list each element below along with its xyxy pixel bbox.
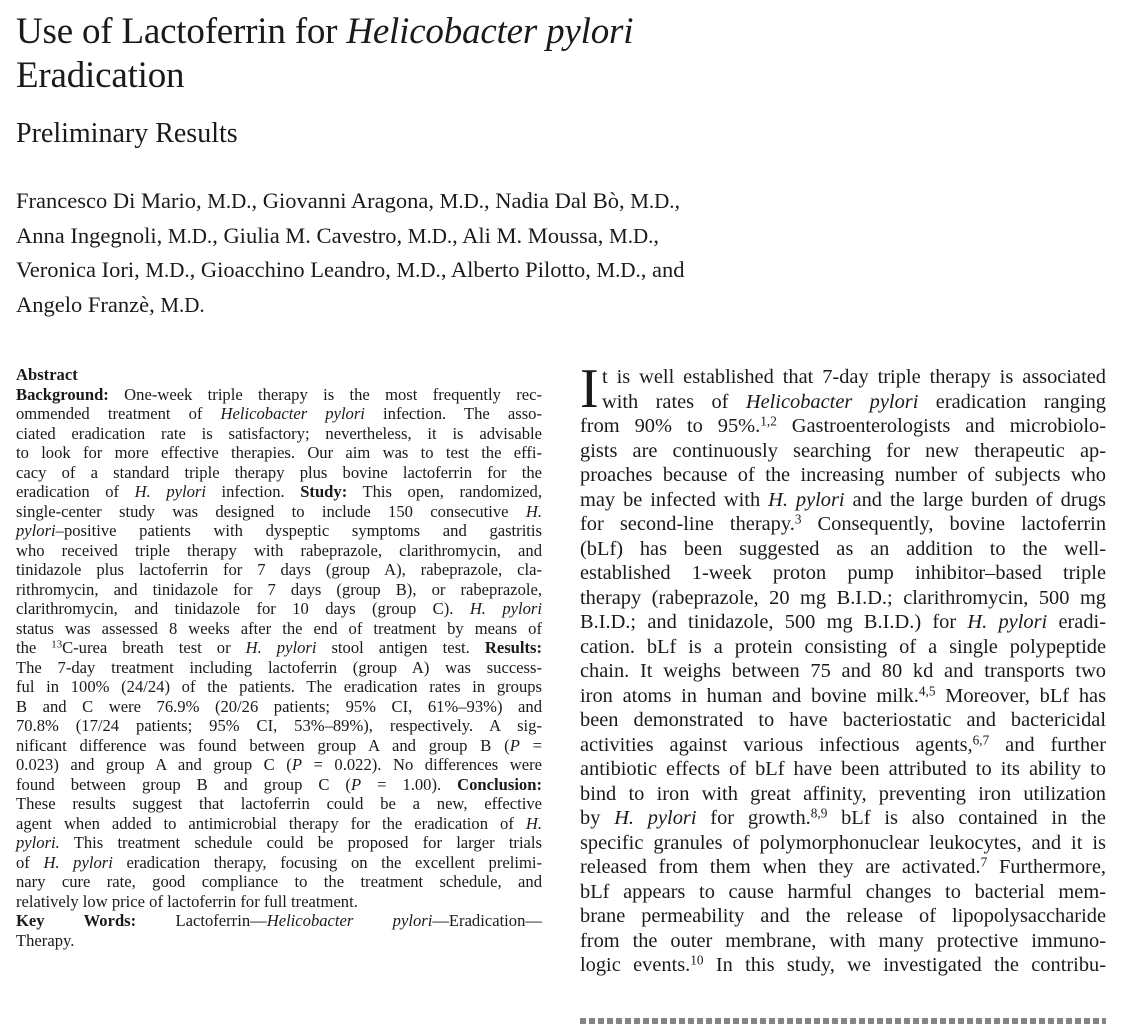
- abstract-line: tinidazole plus lactoferrin for 7 days (group A), rabeprazole, cla-: [16, 560, 542, 579]
- title-line-2: Eradication: [16, 55, 185, 96]
- body-line: iron atoms in human and bovine milk.$^{4,5}$ Moreover, bLf has: [580, 682, 1107, 707]
- author-line: Angelo Franzè, M.D.: [16, 291, 205, 317]
- abstract-line: ful in 100% (24/24) of the patients. The eradication rates in groups: [16, 677, 542, 696]
- abstract-heading: Abstract: [16, 365, 78, 384]
- body-line: bind to iron with great affinity, preventing iron utilization: [580, 782, 1106, 805]
- body-line: been demonstrated to have bacteriostatic and bactericidal: [580, 709, 1106, 731]
- abstract-line: 0.023) and group A and group C (P = 0.022). No differences were: [16, 755, 542, 774]
- abstract-line: 70.8% (17/24 patients; 95% CI, 53%–89%), respectively. A sig-: [16, 716, 542, 735]
- abstract-line: agent when added to antimicrobial therapy for the eradication of H.: [16, 813, 542, 833]
- abstract-line: found between group B and group C (P = 1.00). Conclusion:: [16, 774, 542, 794]
- keywords-line: Therapy.: [16, 930, 75, 950]
- article-subtitle: Preliminary Results: [16, 118, 238, 149]
- abstract-line: pylori. This treatment schedule could be proposed for larger trials: [16, 833, 542, 852]
- body-line: from the outer membrane, with many protective immuno-: [580, 929, 1106, 952]
- abstract-line: pylori–positive patients with dyspeptic symptoms and gastritis: [16, 521, 542, 540]
- abstract-line: of H. pylori eradication therapy, focusing on the excellent prelimi-: [16, 852, 542, 872]
- abstract-line: status was assessed 8 weeks after the end of treatment by means of: [16, 618, 542, 638]
- body-line: antibiotic effects of bLf have been attributed to its ability to: [580, 758, 1106, 780]
- abstract-line: nificant difference was found between group A and group B (P =: [16, 735, 542, 755]
- body-line: gists are continuously searching for new therapeutic ap-: [580, 439, 1106, 462]
- body-line: (bLf) has been suggested as an addition to the well-: [580, 537, 1106, 560]
- body-line: may be infected with H. pylori and the large burden of drugs: [580, 488, 1106, 511]
- body-line: bLf appears to cause harmful changes to bacterial mem-: [580, 880, 1106, 903]
- abstract-line: cacy of a standard triple therapy plus bovine lactoferrin for the: [16, 462, 542, 482]
- abstract-line: Background: One-week triple therapy is the most frequently rec-: [16, 384, 542, 404]
- title-line-1: Use of Lactoferrin for Helicobacter pylori: [16, 11, 634, 52]
- body-text: [580, 358, 1107, 978]
- abstract-line: who received triple therapy with rabeprazole, clarithromycin, and: [16, 540, 542, 560]
- abstract-line: These results suggest that lactoferrin could be a new, effective: [16, 794, 542, 813]
- body-line: from 90% to 95%.$^{1,2}$ Gastroenterologists and microbiolo-: [580, 413, 1106, 437]
- abstract-line: ommended treatment of Helicobacter pylori infection. The asso-: [16, 404, 542, 423]
- abstract-line: eradication of H. pylori infection. Study: This open, randomized,: [16, 482, 542, 501]
- author-line: Francesco Di Mario, M.D., Giovanni Aragona, M.D., Nadia Dal Bò, M.D.,: [16, 188, 681, 213]
- abstract-line: the $^{13}$C-urea breath test or H. pylori stool antigen test. Results:: [16, 638, 542, 657]
- abstract: [16, 365, 542, 950]
- author-line: Veronica Iori, M.D., Gioacchino Leandro, M.D., Alberto Pilotto, M.D., and: [16, 257, 685, 283]
- drop-cap: I: [580, 358, 599, 420]
- cropped-next-line: [580, 1018, 1106, 1032]
- abstract-line: ciated eradication rate is satisfactory; nevertheless, it is advisable: [16, 423, 542, 443]
- abstract-line: clarithromycin, and tinidazole for 10 days (group C). H. pylori: [16, 599, 543, 618]
- body-line: proaches because of the increasing number of subjects who: [580, 464, 1106, 486]
- body-line: t is well established that 7-day triple therapy is associated: [602, 366, 1106, 388]
- body-line: logic events.$^{10}$ In this study, we investigated the contribu-: [580, 952, 1106, 976]
- abstract-line: to look for more effective therapies. Our aim was to test the effi-: [16, 443, 542, 462]
- body-line: cation. bLf is a protein consisting of a single polypeptide: [580, 635, 1106, 658]
- body-line: released from them when they are activated.$^7$ Furthermore,: [580, 854, 1106, 878]
- body-line: brane permeability and the release of lipopolysaccharide: [580, 905, 1106, 927]
- keywords-line: Key Words: Lactoferrin—Helicobacter pylori—Eradication—: [16, 911, 542, 930]
- abstract-line: relatively low price of lactoferrin for full treatment.: [16, 891, 358, 911]
- body-line: therapy (rabeprazole, 20 mg B.I.D.; clarithromycin, 500 mg: [580, 586, 1106, 609]
- abstract-line: The 7-day treatment including lactoferrin (group A) was success-: [16, 657, 542, 677]
- body-line: by H. pylori for growth.$^{8,9}$ bLf is also contained in the: [580, 805, 1106, 829]
- body-line: established 1-week proton pump inhibitor–based triple: [580, 562, 1106, 584]
- body-line: specific granules of polymorphonuclear leukocytes, and it is: [580, 831, 1106, 854]
- abstract-line: single-center study was designed to include 150 consecutive H.: [16, 501, 542, 521]
- abstract-line: rithromycin, and tinidazole for 7 days (group B), or rabeprazole,: [16, 579, 542, 599]
- author-list: [16, 184, 1016, 322]
- abstract-line: nary cure rate, good compliance to the treatment schedule, and: [16, 872, 542, 891]
- body-line: with rates of Helicobacter pylori eradication ranging: [602, 390, 1106, 413]
- body-line: B.I.D.; and tinidazole, 500 mg B.I.D.) for H. pylori eradi-: [580, 611, 1106, 633]
- abstract-line: B and C were 76.9% (20/26 patients; 95% CI, 61%–93%) and: [16, 696, 542, 716]
- article-title: [16, 10, 633, 98]
- body-line: for second-line therapy.$^3$ Consequently, bovine lactoferrin: [580, 511, 1107, 535]
- body-line: activities against various infectious agents,$^{6,7}$ and further: [580, 731, 1106, 756]
- body-line: chain. It weighs between 75 and 80 kd and transports two: [580, 660, 1106, 682]
- author-line: Anna Ingegnoli, M.D., Giulia M. Cavestro, M.D., Ali M. Moussa, M.D.,: [16, 222, 660, 248]
